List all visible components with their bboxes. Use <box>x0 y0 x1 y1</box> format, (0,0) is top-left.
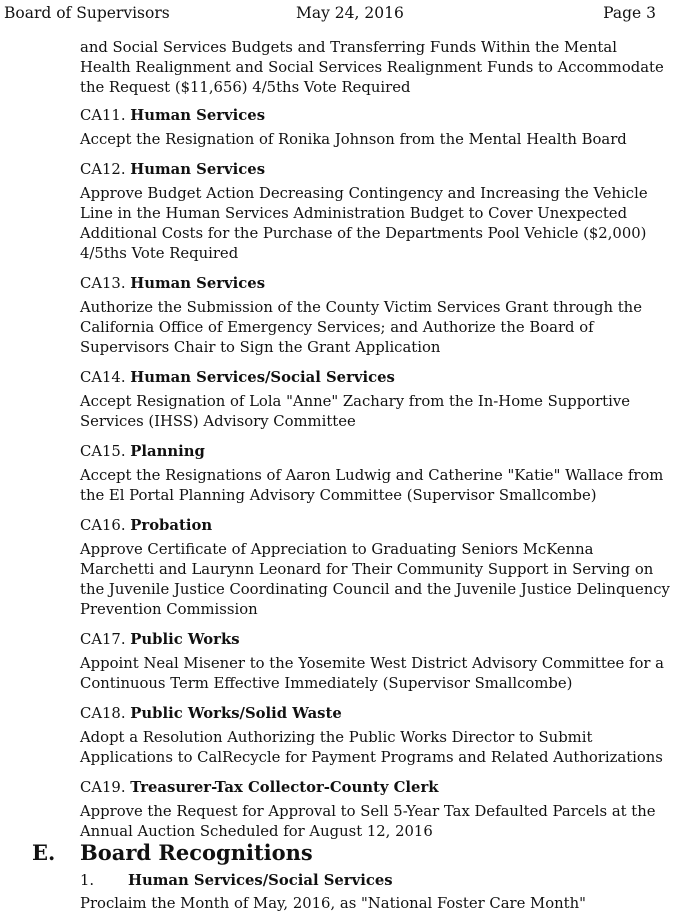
item-description: Accept the Resignations of Aaron Ludwig and Catherine "Katie" Wallace from the El Portal Planning Advisory Committee (Supervisor Smallcombe) <box>80 467 664 504</box>
item-heading <box>80 704 670 724</box>
item-code: CA18. <box>80 705 126 722</box>
item-department: Human Services <box>130 107 266 124</box>
item-department: Human Services <box>130 275 266 292</box>
item-code: CA17. <box>80 631 126 648</box>
header-date: May 24, 2016 <box>296 4 404 22</box>
section-letter: E. <box>32 840 56 865</box>
item-description: Accept Resignation of Lola "Anne" Zachary from the In-Home Supportive Services (IHSS) Advisory Committee <box>80 393 630 430</box>
item-code: CA11. <box>80 107 126 124</box>
header-board-name: Board of Supervisors <box>4 4 170 22</box>
agenda-item <box>80 516 670 620</box>
section-title: Board Recognitions <box>80 840 313 865</box>
page-header <box>0 4 680 24</box>
agenda-item <box>80 442 670 506</box>
item-description: Approve Budget Action Decreasing Contingency and Increasing the Vehicle Line in the Human Services Administration Budget to Cover Unexpected Additional Costs for the Purchase of the Departments Pool Vehicle ($2,000) 4/5ths Vote Required <box>80 185 648 262</box>
item-description: Authorize the Submission of the County Victim Services Grant through the California Office of Emergency Services; and Authorize the Board of Supervisors Chair to Sign the Grant Application <box>80 299 642 356</box>
item-code: CA14. <box>80 369 126 386</box>
item-department: Human Services/Social Services <box>130 369 395 386</box>
item-code: CA13. <box>80 275 126 292</box>
item-heading <box>80 778 670 798</box>
item-department: Probation <box>130 517 213 534</box>
item-department: Human Services <box>130 161 266 178</box>
agenda-item <box>80 274 670 358</box>
item-code: CA16. <box>80 517 126 534</box>
item-heading <box>80 630 670 650</box>
item-description: Approve the Request for Approval to Sell 5-Year Tax Defaulted Parcels at the Annual Auction Scheduled for August 12, 2016 <box>80 803 656 840</box>
item-code: CA12. <box>80 161 126 178</box>
agenda-item <box>80 778 670 842</box>
item-heading <box>80 274 670 294</box>
item-code: CA15. <box>80 443 126 460</box>
item-heading <box>80 160 670 180</box>
section-item-department: Human Services/Social Services <box>128 872 393 889</box>
item-department: Planning <box>130 443 205 460</box>
agenda-item <box>80 368 670 432</box>
agenda-item <box>80 704 670 768</box>
item-department: Public Works <box>130 631 240 648</box>
item-department: Public Works/Solid Waste <box>130 705 342 722</box>
section-item-number: 1. <box>80 872 95 889</box>
item-description: Appoint Neal Misener to the Yosemite West District Advisory Committee for a Continuous Term Effective Immediately (Supervisor Smallcombe) <box>80 655 664 692</box>
item-description: Accept the Resignation of Ronika Johnson from the Mental Health Board <box>80 131 627 148</box>
agenda-item <box>80 160 670 264</box>
item-heading <box>80 442 670 462</box>
item-department: Treasurer-Tax Collector-County Clerk <box>130 779 439 796</box>
agenda-item <box>80 630 670 694</box>
continuation-text: and Social Services Budgets and Transferring Funds Within the Mental Health Realignment and Social Services Realignment Funds to Accommodate the Request ($11,656) 4/5ths Vote Required <box>80 39 664 96</box>
item-heading <box>80 368 670 388</box>
header-page-number: Page 3 <box>603 4 656 22</box>
section-item-description: Proclaim the Month of May, 2016, as "National Foster Care Month" <box>80 895 586 912</box>
item-description: Approve Certificate of Appreciation to Graduating Seniors McKenna Marchetti and Laurynn Leonard for Their Community Support in Serving on the Juvenile Justice Coordinating Council and the Juvenile Justice Delinquency Prevention Commission <box>80 541 670 618</box>
item-description: Adopt a Resolution Authorizing the Public Works Director to Submit Applications to CalRecycle for Payment Programs and Related Authorizations <box>80 729 663 766</box>
item-heading <box>80 516 670 536</box>
item-code: CA19. <box>80 779 126 796</box>
agenda-item <box>80 106 670 150</box>
agenda-content <box>80 38 670 852</box>
item-heading <box>80 106 670 126</box>
